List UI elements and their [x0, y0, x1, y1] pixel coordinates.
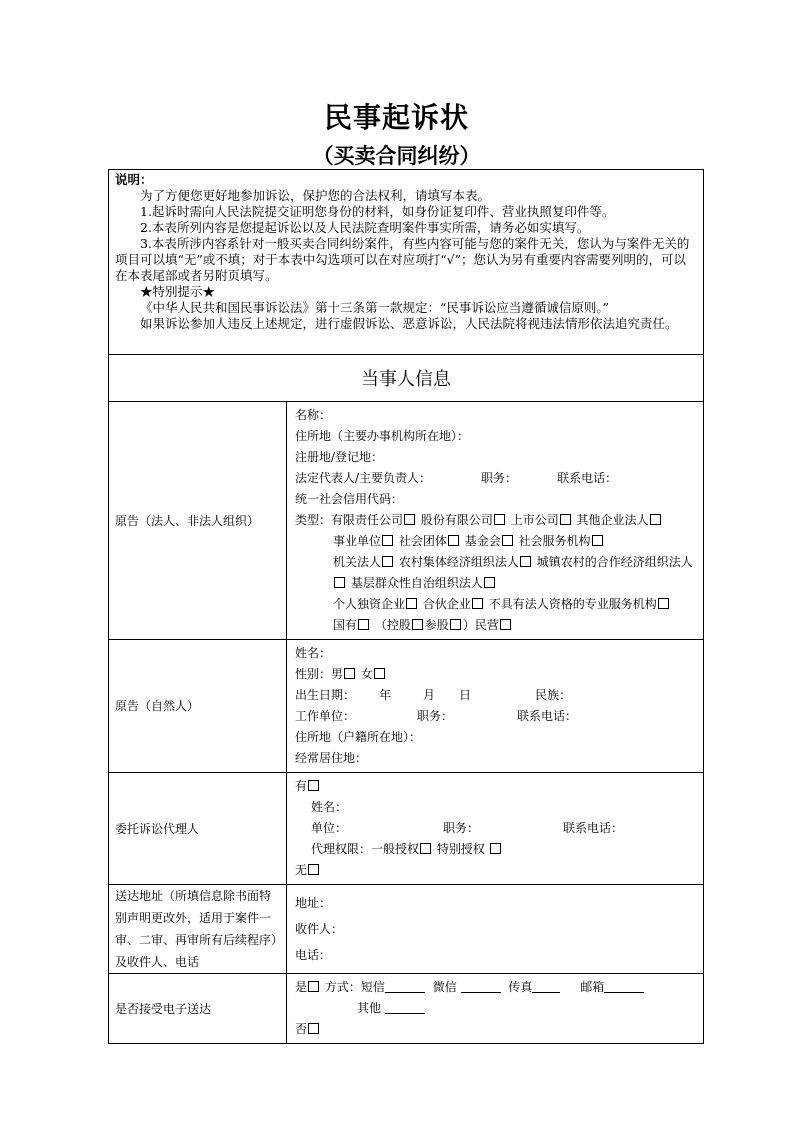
- checkbox[interactable]: [490, 843, 501, 854]
- special-notice-heading: ★特别提示★: [140, 284, 216, 299]
- document-subtitle: （买卖合同纠纷）: [312, 143, 481, 168]
- hukou-address-field[interactable]: 住所地（户籍所在地）：: [295, 730, 422, 744]
- person-position-field[interactable]: 职务：: [417, 709, 454, 723]
- checkbox[interactable]: [344, 668, 355, 679]
- instruction-line: 《中华人民共和国民事诉讼法》第十三条第一款规定：“民事诉讼应当遵循诚信原则。”: [140, 300, 610, 315]
- plaintiff-person-fields: [287, 640, 704, 773]
- checkbox[interactable]: [308, 1023, 319, 1034]
- type-option: 农村集体经济组织法人: [398, 555, 519, 569]
- agent-label: 委托诉讼代理人: [109, 773, 287, 885]
- checkbox[interactable]: [420, 843, 431, 854]
- wechat-blank[interactable]: [461, 980, 501, 993]
- type-option: 机关法人: [333, 555, 382, 569]
- plaintiff-person-label: 原告（自然人）: [109, 640, 287, 773]
- agent-phone-field[interactable]: 联系电话：: [563, 821, 624, 835]
- agent-no-label: 无: [295, 863, 308, 877]
- agent-fields: [287, 773, 704, 885]
- electronic-service-fields: [287, 974, 704, 1044]
- checkbox[interactable]: [412, 619, 423, 630]
- service-address-label: 送达地址（所填信息除书面特别声明更改外，适用于案件一审、二审、再审所有后续程序）及收件人、电话: [109, 885, 287, 974]
- instructions-block: [109, 170, 704, 355]
- type-option: 参股: [424, 618, 449, 632]
- type-option: ）民营: [462, 618, 499, 632]
- checkbox[interactable]: [650, 514, 661, 525]
- checkbox[interactable]: [308, 864, 319, 875]
- checkbox[interactable]: [658, 598, 669, 609]
- org-name-field[interactable]: 名称：: [295, 408, 332, 422]
- document-title: 民事起诉状: [323, 101, 469, 134]
- method-sms: 短信: [360, 980, 385, 994]
- method-wechat: 微信: [432, 980, 457, 994]
- electronic-no-label: 否: [295, 1022, 308, 1036]
- birth-date-field[interactable]: 出生日期：: [295, 688, 356, 702]
- method-label: 方式：: [324, 980, 361, 994]
- electronic-yes-label: 是: [295, 980, 308, 994]
- type-option: 合伙企业: [422, 597, 471, 611]
- checkbox[interactable]: [334, 577, 345, 588]
- org-credit-code-field[interactable]: 统一社会信用代码：: [295, 492, 404, 506]
- checkbox[interactable]: [484, 577, 495, 588]
- electronic-service-label: 是否接受电子送达: [109, 974, 287, 1044]
- residence-field[interactable]: 经常居住地：: [295, 751, 368, 765]
- service-address-field[interactable]: 地址：: [295, 896, 332, 910]
- instructions-heading: 说明：: [115, 172, 153, 187]
- checkbox[interactable]: [406, 598, 417, 609]
- sms-blank[interactable]: [385, 980, 425, 993]
- instruction-line: 为了方便您更好地参加诉讼，保护您的合法权利，请填写本表。: [140, 188, 491, 203]
- person-name-field[interactable]: 姓名：: [295, 646, 332, 660]
- org-rep-field[interactable]: 法定代表人/主要负责人：: [295, 471, 432, 485]
- type-option: 事业单位: [333, 534, 382, 548]
- type-option: 基层群众性自治组织法人: [350, 576, 483, 590]
- year-label: 年: [379, 688, 392, 702]
- instruction-line: 2.本表所列内容是您提起诉讼以及人民法院查明案件事实所需，请务必如实填写。: [140, 220, 590, 235]
- instruction-line: 3.本表所涉内容系针对一般买卖合同纠纷案件，有些内容可能与您的案件无关，您认为与案件无关的项目可以填“无”或不填；对于本表中勾选项可以在对应项打“√”；您认为另有重要内容需要列明的，可以在本表尾部或者另附页填写。: [115, 236, 690, 283]
- method-fax: 传真: [508, 980, 533, 994]
- type-option: 国有: [333, 618, 358, 632]
- agent-unit-field[interactable]: 单位：: [311, 821, 348, 835]
- type-option: （控股: [374, 618, 411, 632]
- method-other: 其他: [357, 1001, 382, 1015]
- fax-blank[interactable]: [532, 980, 560, 993]
- org-type-label: 类型：: [295, 513, 332, 527]
- gender-male: 男: [331, 667, 344, 681]
- gender-label: 性别：: [295, 667, 332, 681]
- checkbox[interactable]: [592, 535, 603, 546]
- checkbox[interactable]: [502, 535, 513, 546]
- type-option: 社会服务机构: [518, 534, 591, 548]
- type-option: 社会团体: [398, 534, 447, 548]
- type-option: 基金会: [464, 534, 501, 548]
- checkbox[interactable]: [500, 619, 511, 630]
- section-title: 当事人信息: [109, 355, 704, 402]
- type-option: 不具有法人资格的专业服务机构: [488, 597, 657, 611]
- method-email: 邮箱: [580, 980, 605, 994]
- checkbox[interactable]: [494, 514, 505, 525]
- org-phone-field[interactable]: 联系电话：: [557, 471, 618, 485]
- other-blank[interactable]: [385, 1001, 425, 1014]
- plaintiff-org-label: 原告（法人、非法人组织）: [109, 402, 287, 640]
- agent-position-field[interactable]: 职务：: [443, 821, 480, 835]
- type-option: 个人独资企业: [333, 597, 406, 611]
- instruction-line: 如果诉讼参加人违反上述规定，进行虚假诉讼、恶意诉讼，人民法院将视违法情形依法追究责任。: [140, 316, 678, 331]
- ethnicity-field[interactable]: 民族：: [535, 688, 572, 702]
- agent-name-field[interactable]: 姓名：: [311, 800, 348, 814]
- type-option: 有限责任公司: [331, 513, 404, 527]
- agent-yes-label: 有: [295, 779, 308, 793]
- checkbox[interactable]: [472, 598, 483, 609]
- authority-label: 代理权限：: [311, 842, 372, 856]
- person-phone-field[interactable]: 联系电话：: [517, 709, 578, 723]
- type-option: 上市公司: [510, 513, 559, 527]
- work-unit-field[interactable]: 工作单位：: [295, 709, 356, 723]
- org-reg-address-field[interactable]: 注册地/登记地：: [295, 450, 384, 464]
- authority-special: 特别授权: [436, 842, 485, 856]
- checkbox[interactable]: [308, 780, 319, 791]
- service-phone-field[interactable]: 电话：: [295, 948, 332, 962]
- type-option: 城镇农村的合作经济组织法人: [536, 555, 693, 569]
- checkbox[interactable]: [450, 619, 461, 630]
- org-position-field[interactable]: 职务：: [481, 471, 518, 485]
- service-address-fields: [287, 885, 704, 974]
- type-option: 其他企业法人: [576, 513, 649, 527]
- recipient-field[interactable]: 收件人：: [295, 922, 344, 936]
- authority-general: 一般授权: [371, 842, 420, 856]
- day-label: 日: [459, 688, 472, 702]
- checkbox[interactable]: [448, 535, 459, 546]
- month-label: 月: [423, 688, 436, 702]
- gender-female: 女: [360, 667, 373, 681]
- checkbox[interactable]: [520, 556, 531, 567]
- checkbox[interactable]: [374, 668, 385, 679]
- checkbox[interactable]: [358, 619, 369, 630]
- complaint-form: [108, 169, 704, 1044]
- checkbox[interactable]: [382, 535, 393, 546]
- instruction-line: 1.起诉时需向人民法院提交证明您身份的材料，如身份证复印件、营业执照复印件等。: [140, 204, 615, 219]
- checkbox[interactable]: [560, 514, 571, 525]
- org-address-field[interactable]: 住所地（主要办事机构所在地）：: [295, 429, 470, 443]
- plaintiff-org-fields: [287, 402, 704, 640]
- checkbox[interactable]: [308, 981, 319, 992]
- email-blank[interactable]: [604, 980, 644, 993]
- checkbox[interactable]: [404, 514, 415, 525]
- type-option: 股份有限公司: [420, 513, 493, 527]
- checkbox[interactable]: [382, 556, 393, 567]
